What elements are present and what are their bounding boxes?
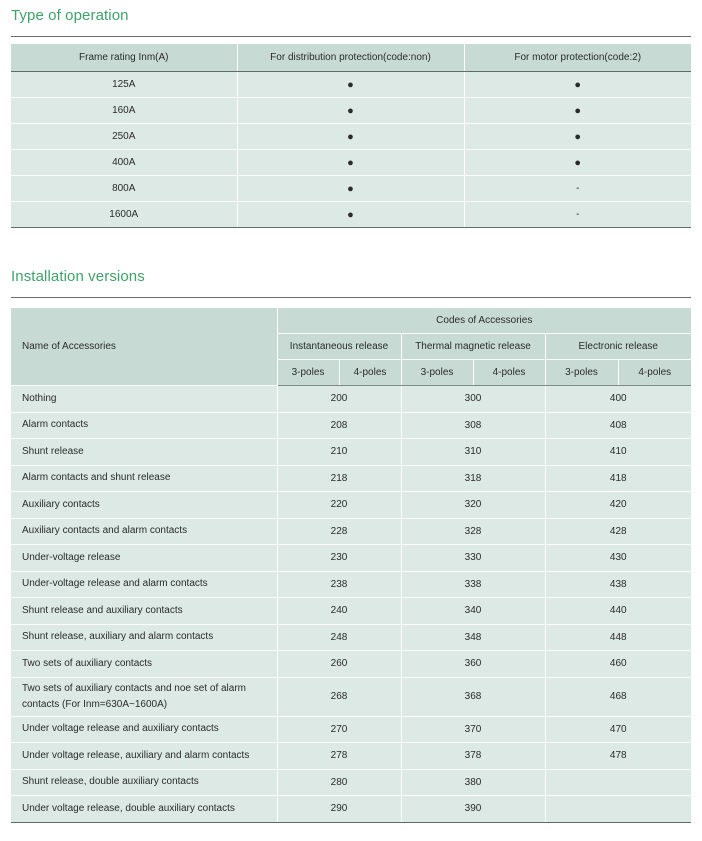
accessory-name: Alarm contacts	[11, 412, 277, 439]
thermal-magnetic-code: 320	[401, 492, 545, 519]
table-row	[11, 439, 691, 466]
thermal-magnetic-code: 370	[401, 716, 545, 743]
table-row	[11, 98, 691, 124]
electronic-code: 478	[545, 743, 691, 770]
electronic-code	[545, 769, 691, 796]
accessory-name: Under voltage release and auxiliary contacts	[11, 716, 277, 743]
header-4-poles: 4-poles	[473, 360, 545, 386]
instantaneous-code: 218	[277, 465, 401, 492]
table-row	[11, 202, 691, 228]
header-3-poles: 3-poles	[401, 360, 473, 386]
thermal-magnetic-code: 360	[401, 651, 545, 678]
motor-mark: -	[464, 202, 691, 228]
header-name-of-accessories: Name of Accessories	[11, 308, 277, 386]
header-thermal-magnetic-release: Thermal magnetic release	[401, 334, 545, 360]
electronic-code: 468	[545, 677, 691, 716]
distribution-mark: ●	[237, 150, 464, 176]
electronic-code: 460	[545, 651, 691, 678]
table-row	[11, 176, 691, 202]
accessory-name: Under voltage release, auxiliary and alarm contacts	[11, 743, 277, 770]
frame-rating-cell: 400A	[11, 150, 237, 176]
table-row	[11, 598, 691, 625]
section-title-installation-versions: Installation versions	[11, 268, 145, 285]
table-row	[11, 769, 691, 796]
electronic-code: 428	[545, 518, 691, 545]
thermal-magnetic-code: 348	[401, 624, 545, 651]
instantaneous-code: 290	[277, 796, 401, 823]
thermal-magnetic-code: 338	[401, 571, 545, 598]
electronic-code: 440	[545, 598, 691, 625]
accessory-name: Under-voltage release	[11, 545, 277, 572]
frame-rating-cell: 1600A	[11, 202, 237, 228]
table-row	[11, 124, 691, 150]
thermal-magnetic-code: 378	[401, 743, 545, 770]
distribution-mark: ●	[237, 202, 464, 228]
instantaneous-code: 278	[277, 743, 401, 770]
electronic-code	[545, 796, 691, 823]
distribution-mark: ●	[237, 98, 464, 124]
table-row	[11, 518, 691, 545]
section-title-type-of-operation: Type of operation	[11, 7, 129, 24]
table-row	[11, 492, 691, 519]
type-of-operation-table	[11, 44, 691, 228]
header-instantaneous-release: Instantaneous release	[277, 334, 401, 360]
instantaneous-code: 260	[277, 651, 401, 678]
instantaneous-code: 248	[277, 624, 401, 651]
instantaneous-code: 228	[277, 518, 401, 545]
header-4-poles: 4-poles	[618, 360, 691, 386]
accessory-name: Under voltage release, double auxiliary contacts	[11, 796, 277, 823]
installation-versions-table	[11, 308, 691, 823]
thermal-magnetic-code: 330	[401, 545, 545, 572]
instantaneous-code: 240	[277, 598, 401, 625]
electronic-code: 470	[545, 716, 691, 743]
thermal-magnetic-code: 380	[401, 769, 545, 796]
table-row	[11, 624, 691, 651]
header-codes-of-accessories: Codes of Accessories	[277, 308, 691, 334]
header-3-poles: 3-poles	[545, 360, 618, 386]
header-4-poles: 4-poles	[339, 360, 401, 386]
instantaneous-code: 268	[277, 677, 401, 716]
thermal-magnetic-code: 308	[401, 412, 545, 439]
accessory-name: Alarm contacts and shunt release	[11, 465, 277, 492]
instantaneous-code: 230	[277, 545, 401, 572]
header-distribution-protection: For distribution protection(code:non)	[237, 44, 464, 72]
instantaneous-code: 208	[277, 412, 401, 439]
accessory-name: Shunt release	[11, 439, 277, 466]
accessory-name: Under-voltage release and alarm contacts	[11, 571, 277, 598]
motor-mark: ●	[464, 72, 691, 98]
electronic-code: 430	[545, 545, 691, 572]
distribution-mark: ●	[237, 124, 464, 150]
motor-mark: -	[464, 176, 691, 202]
table-row	[11, 150, 691, 176]
instantaneous-code: 270	[277, 716, 401, 743]
motor-mark: ●	[464, 150, 691, 176]
table-row	[11, 412, 691, 439]
thermal-magnetic-code: 318	[401, 465, 545, 492]
thermal-magnetic-code: 310	[401, 439, 545, 466]
accessory-name: Auxiliary contacts	[11, 492, 277, 519]
instantaneous-code: 210	[277, 439, 401, 466]
table-header-row	[11, 44, 691, 72]
electronic-code: 400	[545, 386, 691, 413]
motor-mark: ●	[464, 124, 691, 150]
table-row	[11, 716, 691, 743]
frame-rating-cell: 800A	[11, 176, 237, 202]
table-row	[11, 465, 691, 492]
frame-rating-cell: 125A	[11, 72, 237, 98]
header-motor-protection: For motor protection(code:2)	[464, 44, 691, 72]
instantaneous-code: 200	[277, 386, 401, 413]
accessory-name: Shunt release and auxiliary contacts	[11, 598, 277, 625]
section-divider	[11, 36, 691, 37]
header-electronic-release: Electronic release	[545, 334, 691, 360]
table-row	[11, 545, 691, 572]
table-row	[11, 72, 691, 98]
header-3-poles: 3-poles	[277, 360, 339, 386]
instantaneous-code: 238	[277, 571, 401, 598]
frame-rating-cell: 250A	[11, 124, 237, 150]
table-row	[11, 743, 691, 770]
thermal-magnetic-code: 368	[401, 677, 545, 716]
electronic-code: 438	[545, 571, 691, 598]
table-row	[11, 651, 691, 678]
thermal-magnetic-code: 340	[401, 598, 545, 625]
electronic-code: 418	[545, 465, 691, 492]
electronic-code: 420	[545, 492, 691, 519]
accessory-name: Shunt release, double auxiliary contacts	[11, 769, 277, 796]
motor-mark: ●	[464, 98, 691, 124]
distribution-mark: ●	[237, 72, 464, 98]
table-row	[11, 571, 691, 598]
thermal-magnetic-code: 390	[401, 796, 545, 823]
frame-rating-cell: 160A	[11, 98, 237, 124]
thermal-magnetic-code: 328	[401, 518, 545, 545]
table-row	[11, 796, 691, 823]
accessory-name: Two sets of auxiliary contacts and noe set of alarm contacts (For Inm=630A~1600A)	[11, 677, 277, 716]
electronic-code: 410	[545, 439, 691, 466]
accessory-name: Nothing	[11, 386, 277, 413]
instantaneous-code: 220	[277, 492, 401, 519]
table-header-row	[11, 308, 691, 334]
thermal-magnetic-code: 300	[401, 386, 545, 413]
accessory-name: Two sets of auxiliary contacts	[11, 651, 277, 678]
accessory-name: Shunt release, auxiliary and alarm contacts	[11, 624, 277, 651]
accessory-name: Auxiliary contacts and alarm contacts	[11, 518, 277, 545]
section-divider	[11, 297, 691, 298]
table-row	[11, 677, 691, 716]
header-frame-rating: Frame rating Inm(A)	[11, 44, 237, 72]
distribution-mark: ●	[237, 176, 464, 202]
electronic-code: 448	[545, 624, 691, 651]
electronic-code: 408	[545, 412, 691, 439]
table-row	[11, 386, 691, 413]
instantaneous-code: 280	[277, 769, 401, 796]
